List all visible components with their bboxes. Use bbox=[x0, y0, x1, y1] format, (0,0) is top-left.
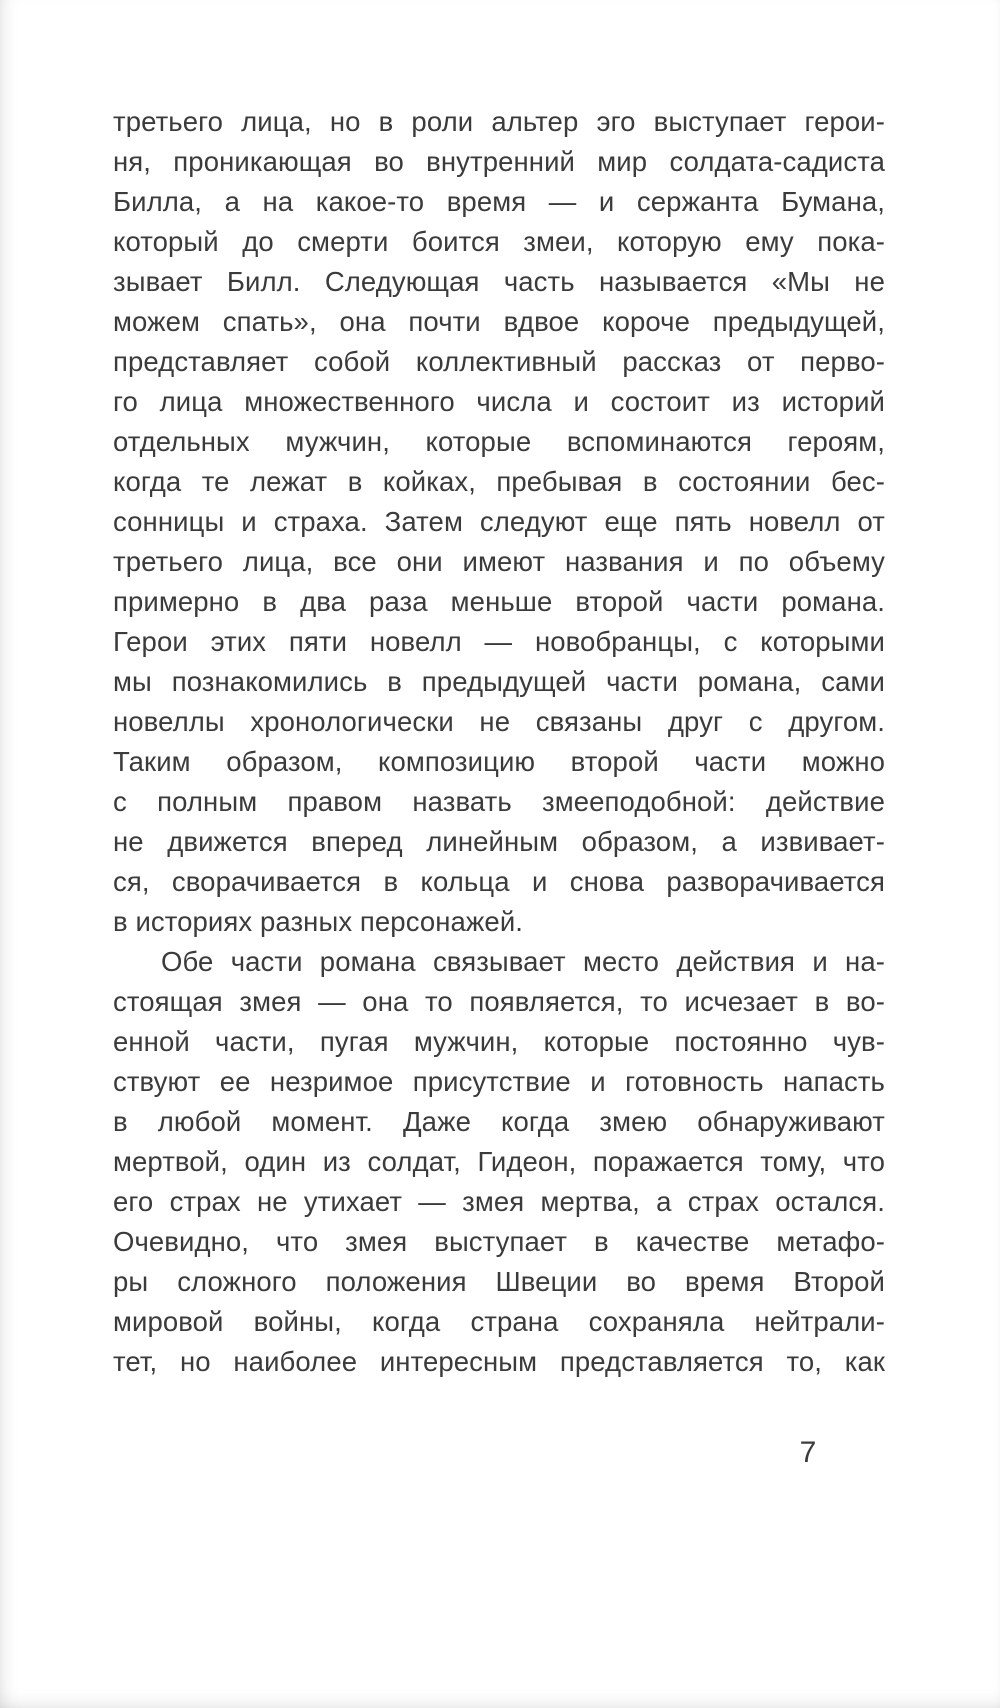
text-line: ся, сворачивается в кольца и снова разворачивается bbox=[113, 866, 885, 897]
text-line: Герои этих пяти новелл — новобранцы, с которыми bbox=[113, 626, 885, 657]
text-line: мы познакомились в предыдущей части романа, сами bbox=[113, 666, 885, 697]
text-line: Таким образом, композицию второй части можно bbox=[113, 746, 885, 777]
text-line: ня, проникающая во внутренний мир солдата-садиста bbox=[113, 146, 885, 177]
text-line: можем спать», она почти вдвое короче предыдущей, bbox=[113, 306, 885, 337]
text-line: не движется вперед линейным образом, а извивает- bbox=[113, 826, 885, 857]
text-line: в любой момент. Даже когда змею обнаруживают bbox=[113, 1106, 885, 1137]
text-line: тет, но наиболее интересным представляется то, как bbox=[113, 1346, 885, 1377]
text-line: мертвой, один из солдат, Гидеон, поражается тому, что bbox=[113, 1146, 885, 1177]
text-line: го лица множественного числа и состоит из историй bbox=[113, 386, 885, 417]
text-line: который до смерти боится змеи, которую ему пока- bbox=[113, 226, 885, 257]
text-line: Очевидно, что змея выступает в качестве метафо- bbox=[113, 1226, 885, 1257]
text-line: мировой войны, когда страна сохраняла нейтрали- bbox=[113, 1306, 885, 1337]
paragraph bbox=[113, 942, 885, 1382]
text-line: ры сложного положения Швеции во время Второй bbox=[113, 1266, 885, 1297]
text-line: новеллы хронологически не связаны друг с другом. bbox=[113, 706, 885, 737]
text-line: третьего лица, но в роли альтер эго выступает герои- bbox=[113, 106, 885, 137]
text-line: примерно в два раза меньше второй части романа. bbox=[113, 586, 885, 617]
text-line: ствуют ее незримое присутствие и готовность напасть bbox=[113, 1066, 885, 1097]
text-line: с полным правом назвать змееподобной: действие bbox=[113, 786, 885, 817]
text-line: третьего лица, все они имеют названия и по объему bbox=[113, 546, 885, 577]
text-line: в историях разных персонажей. bbox=[113, 906, 524, 937]
text-line: стоящая змея — она то появляется, то исчезает в во- bbox=[113, 986, 885, 1017]
text-line: его страх не утихает — змея мертва, а страх остался. bbox=[113, 1186, 885, 1217]
text-line: когда те лежат в койках, пребывая в состоянии бес- bbox=[113, 466, 885, 497]
text-line: Билла, а на какое-то время — и сержанта Бумана, bbox=[113, 186, 885, 217]
text-line: представляет собой коллективный рассказ от перво- bbox=[113, 346, 885, 377]
text-line: енной части, пугая мужчин, которые постоянно чув- bbox=[113, 1026, 885, 1057]
page-number: 7 bbox=[799, 1436, 817, 1469]
paragraph bbox=[113, 102, 885, 942]
text-line: зывает Билл. Следующая часть называется «Мы не bbox=[113, 266, 885, 297]
text-line: Обе части романа связывает место действия и на- bbox=[161, 946, 885, 977]
body-text bbox=[113, 102, 885, 1382]
text-line: сонницы и страха. Затем следуют еще пять новелл от bbox=[113, 506, 885, 537]
text-line: отдельных мужчин, которые вспоминаются героям, bbox=[113, 426, 885, 457]
